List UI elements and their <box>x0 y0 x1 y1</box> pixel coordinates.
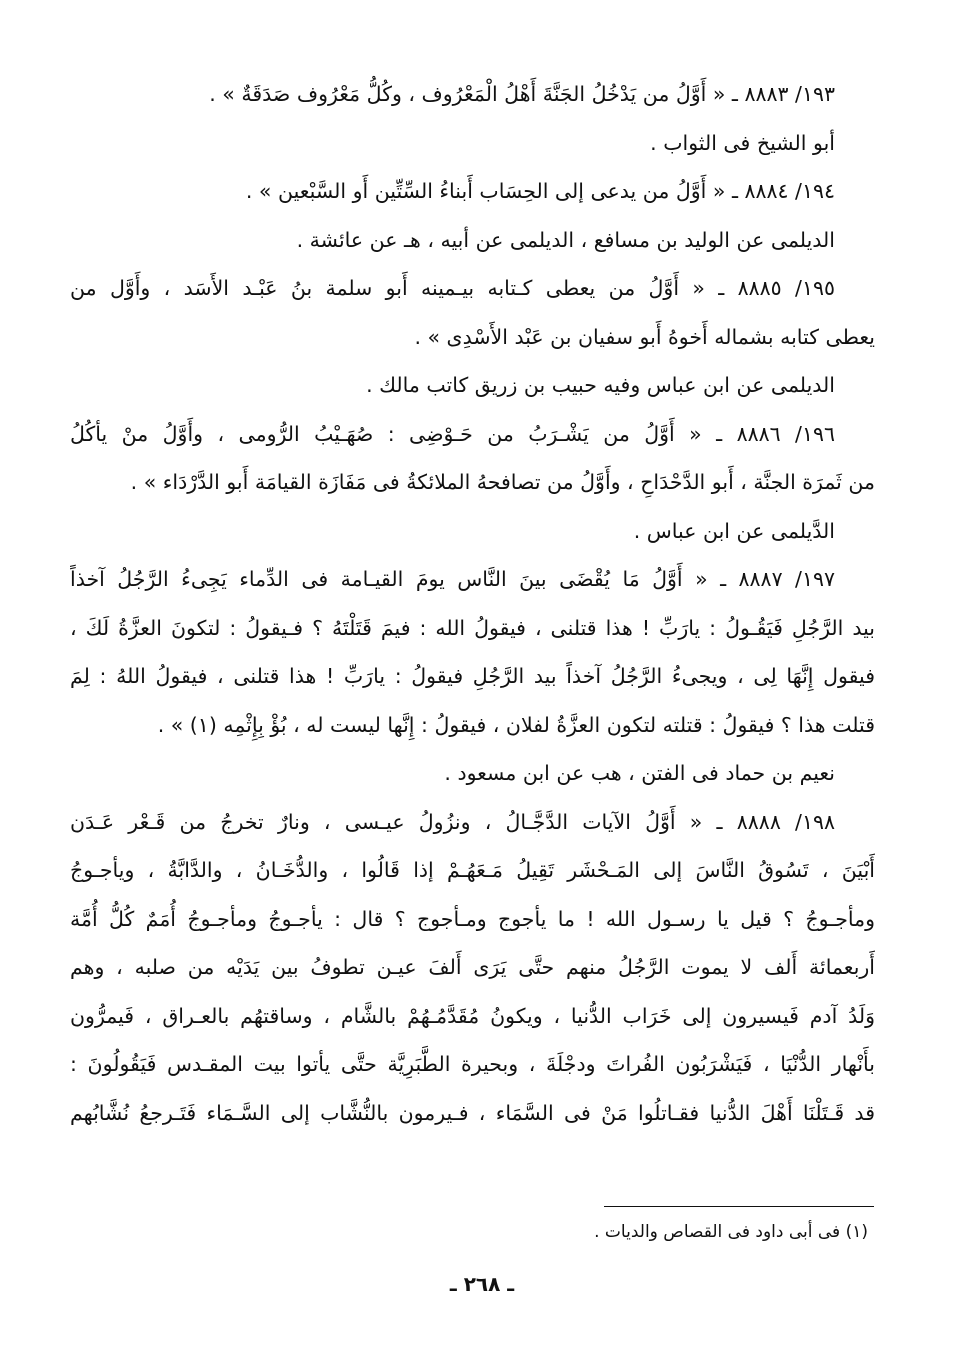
page-number: ـ ٢٦٨ ـ <box>449 1272 515 1296</box>
hadith-193-line-1: ١٩٣/ ٨٨٨٣ ـ « أَوَّلُ من يَدْخُلُ الجَنَّةَ أَهْلُ الْمَعْرُوف ، وكُلُّ مَعْرُوف صَدَقَةٌ » . <box>209 82 835 106</box>
hadith-197-line-4: قتلت هذا ؟ فيقولُ : قتلته لتكون العزَّةُ لفلان ، فيقولُ : إِنَّها ليست له ، بُؤْ بِإِثْمِه (١) » . <box>157 712 875 737</box>
hadith-197-line-1: ١٩٧/ ٨٨٨٧ ـ « أَوَّلُ مَا يُقْضَى بينَ النَّاس يومَ القيـامة فى الدِّماء يَجِىءُ الرَّجُلُ آخذاً <box>70 567 835 591</box>
hadith-196-line-2: من ثَمرَة الجنَّة ، أَبو الدَّحْدَاحِ ، وأَوَّلُ من تصافحهُ الملائكةُ فى مَفَازَة القيامَة أَبو الدَّرْدَاء » . <box>130 470 875 494</box>
hadith-198-line-7: قد قَـتَلْنَا أَهْلَ الدُّنيا فقـاتلُوا مَنْ فى السَّمَاء ، فـيرمون بالنُّشَّاب إلى السَّـمَاء فَتَـرجعُ نُشَّابُهم <box>70 1100 875 1125</box>
hadith-195-line-1: ١٩٥/ ٨٨٨٥ ـ « أَوَّلُ من يعطى كـتابه بيـمينه أَبو سلمة بنُ عَبْـد الأَسَد ، وأَوَّل من <box>70 276 835 300</box>
hadith-198-line-4: أَربعمائة أَلف لا يموت الرَّجُلُ منهم حتَّى يَرَى أَلفَ عيـن تطوفُ بين يَدَيْه من صلبه ، وهم <box>70 955 875 979</box>
hadith-197-line-3: فيقول إِنَّهَا لِى ، ويجىءُ الرَّجُلُ آخذاً بيد الرَّجُلِ فيقولُ : يارَبِّ ! هذا قتلنى ، فيقولُ اللهُ : لِمَ <box>70 664 875 688</box>
hadith-197-source: نعيم بن حماد فى الفتن ، هب عن ابن مسعود . <box>444 761 835 785</box>
hadith-195-source: الديلمى عن ابن عباس وفيه حبيب بن زريق كاتب مالك . <box>366 373 835 397</box>
hadith-197-line-2: بيد الرَّجُلِ فَيَقُـولُ : يارَبِّ ! هذا قتلنى ، فيقولُ الله : فيمَ قَتَلْتَهُ ؟ فـيقولُ : لتكونَ العزَّةُ لَكَ ، <box>70 615 875 640</box>
hadith-195-line-2: يعطى كتابه بشماله أَخوهُ أَبو سفيان بن عَبْد الأَسْدِى » . <box>414 324 875 349</box>
hadith-196-line-1: ١٩٦/ ٨٨٨٦ ـ « أَوَّلُ من يَشْـرَبُ من حَـوْضِى : صُهَـيْبُ الرُّومى ، وأَوَّلُ منْ يأكُلُ <box>70 421 835 446</box>
hadith-198-line-1: ١٩٨/ ٨٨٨٨ ـ « أَوَّلُ الآيات الدَّجَّـالُ ، ونزُولُ عيـسى ، ونارٌ تخرجُ من قَـعْر عَـدَن <box>70 809 835 834</box>
page-body <box>70 70 875 1137</box>
hadith-198-line-2: أَبْيَنَ ، تَسُوقُ النَّاسَ إلى المَـحْشَر تَقِيلُ مَـعَهُـمْ إذا قَالُوا ، والدُّخَـانُ ، والدَّابَّةُ ، ويأجـوجُ <box>70 858 875 882</box>
hadith-194-line-1: ١٩٤/ ٨٨٨٤ ـ « أَوَّلُ من يدعى إلى الحِسَاب أَبناءُ السِّتِّين أَو السَّبْعين » . <box>245 179 835 203</box>
footnote-divider <box>604 1206 874 1207</box>
hadith-198-line-5: وَلَدُ آدم فَيسيرون إلى خَرَاب الدُّنيا ، ويكونُ مُقَدَّمُـهُمْ بالشَّام ، وساقتهُم بالعـراق ، فَيمرُّون <box>70 1003 875 1028</box>
footnote: (١) فى أبى داود فى القصاص والديات . <box>594 1222 868 1242</box>
hadith-193-source: أبو الشيخ فى الثواب . <box>650 130 835 155</box>
hadith-198-line-6: بأَنْهار الدُّنْيَا ، فَيَشْرَبُون الفُراتَ ودجْلَةَ ، وبحيرة الطَّبَرِيَّة حتَّى يأتوا بيت المقـدس فَيَقُولُونَ : <box>70 1052 875 1076</box>
hadith-198-line-3: ومأجـوجُ ؟ قيل يا رسـول الله ! ما يأجوج ومـأجوج ؟ قال : يأجـوجُ ومأجـوجُ أُمَمٌ كُلُّ أُمَّة <box>70 906 875 931</box>
hadith-194-source: الديلمى عن الوليد بن مسافع ، الديلمى عن أبيه ، هـ عن عائشة . <box>296 227 835 252</box>
hadith-196-source: الدَّيلمى عن ابن عباس . <box>633 518 835 543</box>
